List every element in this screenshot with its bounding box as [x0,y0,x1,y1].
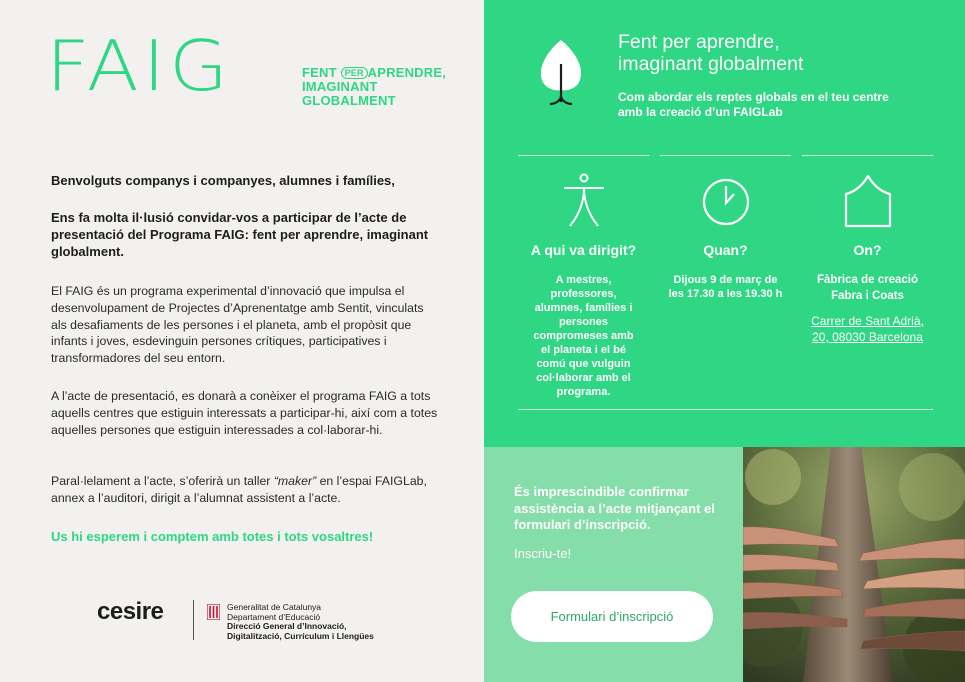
intro-paragraph: Ens fa molta il·lusió convidar-vos a participar de l’acte de presentació del Programa FAIG: fent per aprendre, imaginant globalment. [51,210,429,259]
registration-panel [484,447,743,682]
register-link[interactable]: Inscriu-te! [514,546,572,561]
logo-per-badge: PER [341,67,368,79]
location-building-icon [840,170,896,230]
location-heading: On? [853,242,882,258]
gencat-emblem-icon [207,604,220,620]
address-link[interactable]: Carrer de Sant Adrià, 20, 08030 Barcelona [811,314,924,344]
date-text: Dijous 9 de març de les 17.30 a les 19.30 h [668,274,783,300]
venue-name: Fàbrica de creació Fabra i Coats [817,274,918,302]
date-heading: Quan? [703,242,748,258]
divider [660,155,791,156]
divider [518,409,933,410]
event-info-panel [484,0,965,447]
registration-form-button[interactable]: Formulari d’inscripció [511,591,713,642]
location-column [802,170,933,345]
greeting: Benvolguts companys i companyes, alumnes i famílies, [51,173,395,188]
faig-logo: FAIG [46,24,233,107]
gencat-text: Generalitat de Catalunya Departament d’Educació Direcció General d’Innovació, Digitalització, Currículum i Llengües [227,602,374,641]
beech-leaf-icon [536,38,586,106]
audience-heading: A qui va dirigit? [530,242,637,258]
paragraph-presentation: A l’acte de presentació, es donarà a conèixer el programa FAIG a tots aquells centres que estiguin interessats a participar-hi, així com a totes aquelles persones que estiguin interessades a col·laborar-hi. [51,389,438,437]
divider [518,155,649,156]
audience-column [518,170,649,399]
hands-photo-illustration [743,447,965,682]
closing-line: Us hi esperem i comptem amb totes i tots vosaltres! [51,529,374,544]
person-icon [556,170,612,230]
registration-notice: És imprescindible confirmar assistència a l’acte mitjançant el formulari d’inscripció. [514,484,715,532]
divider [802,155,933,156]
cesire-logo: cesire [97,598,164,625]
logo-tagline: FENT PER APRENDRE, IMAGINANT GLOBALMENT [302,65,447,108]
clock-icon [698,170,754,230]
paragraph-program: El FAIG és un programa experimental d’innovació que impulsa el desenvolupament de Projectes d’Aprenentatge amb Sentit, vinculats als desafiaments de les persones i el planeta, amb el propòsit que infants i joves, esdevinguin persones crítiques, participatives i transformadores del seu entorn. [51,284,424,366]
hands-on-tree-photo [743,447,965,682]
audience-text: A mestres, professores, alumnes, famílies i persones compromeses amb el planeta i el bé comú que vulguin col·laborar amb el programa. [533,274,634,398]
date-column [660,170,791,301]
event-title: Fent per aprendre, imaginant globalment [618,31,804,75]
paragraph-workshop: Paral·lelament a l’acte, s’oferirà un taller “maker” en l’espai FAIGLab, annex a l’auditori, dirigit a l’alumnat assistent a l’acte. [51,474,427,505]
logo-divider [193,600,194,640]
event-subtitle: Com abordar els reptes globals en el teu centre amb la creació d’un FAIGLab [618,90,889,119]
